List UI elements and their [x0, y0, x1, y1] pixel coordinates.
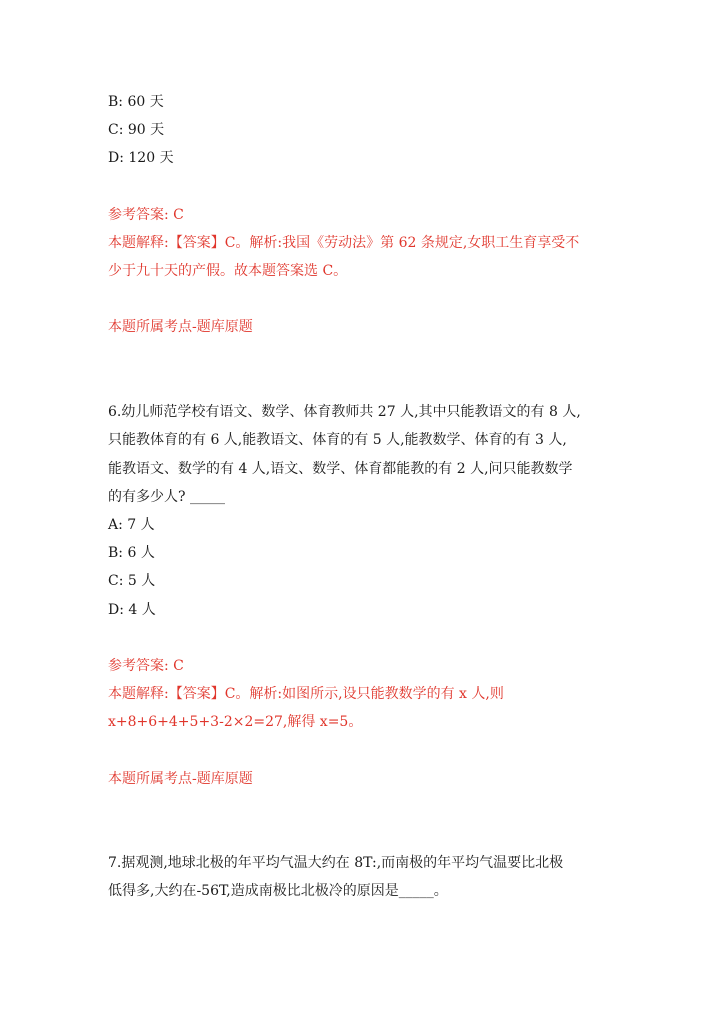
q6-source: 本题所属考点-题库原题: [108, 771, 253, 787]
q6-answer: 参考答案: C: [108, 658, 184, 674]
q5-answer: 参考答案: C: [108, 207, 184, 223]
q5-option-b: B: 60 天: [108, 94, 164, 110]
q5-option-c: C: 90 天: [108, 122, 165, 138]
q6-option-a: A: 7 人: [108, 517, 155, 533]
q6-question-line-2: 只能教体育的有 6 人,能教语文、体育的有 5 人,能教数学、体育的有 3 人,: [108, 432, 567, 448]
q5-explanation-line-2: 少于九十天的产假。故本题答案选 C。: [108, 263, 348, 279]
q6-explanation-line-1: 本题解释:【答案】C。解析:如图所示,设只能教数学的有 x 人,则: [108, 686, 504, 702]
q5-option-d: D: 120 天: [108, 150, 174, 166]
q6-option-d: D: 4 人: [108, 602, 156, 618]
q6-question-line-3: 能教语文、数学的有 4 人,语文、数学、体育都能教的有 2 人,问只能教数学: [108, 461, 573, 477]
q6-question-line-1: 6.幼儿师范学校有语文、数学、体育教师共 27 人,其中只能教语文的有 8 人,: [108, 404, 581, 420]
q6-explanation-line-2: x+8+6+4+5+3-2×2=27,解得 x=5。: [108, 714, 363, 730]
q7-question-line-2: 低得多,大约在-56T,造成南极比北极冷的原因是_____。: [108, 883, 448, 899]
q6-option-b: B: 6 人: [108, 545, 155, 561]
q6-question-line-4: 的有多少人? _____: [108, 489, 225, 505]
q7-question-line-1: 7.据观测,地球北极的年平均气温大约在 8T:,而南极的年平均气温要比北极: [108, 855, 564, 871]
q5-explanation-line-1: 本题解释:【答案】C。解析:我国《劳动法》第 62 条规定,女职工生育享受不: [108, 235, 580, 251]
q5-source: 本题所属考点-题库原题: [108, 319, 253, 335]
q6-option-c: C: 5 人: [108, 573, 156, 589]
